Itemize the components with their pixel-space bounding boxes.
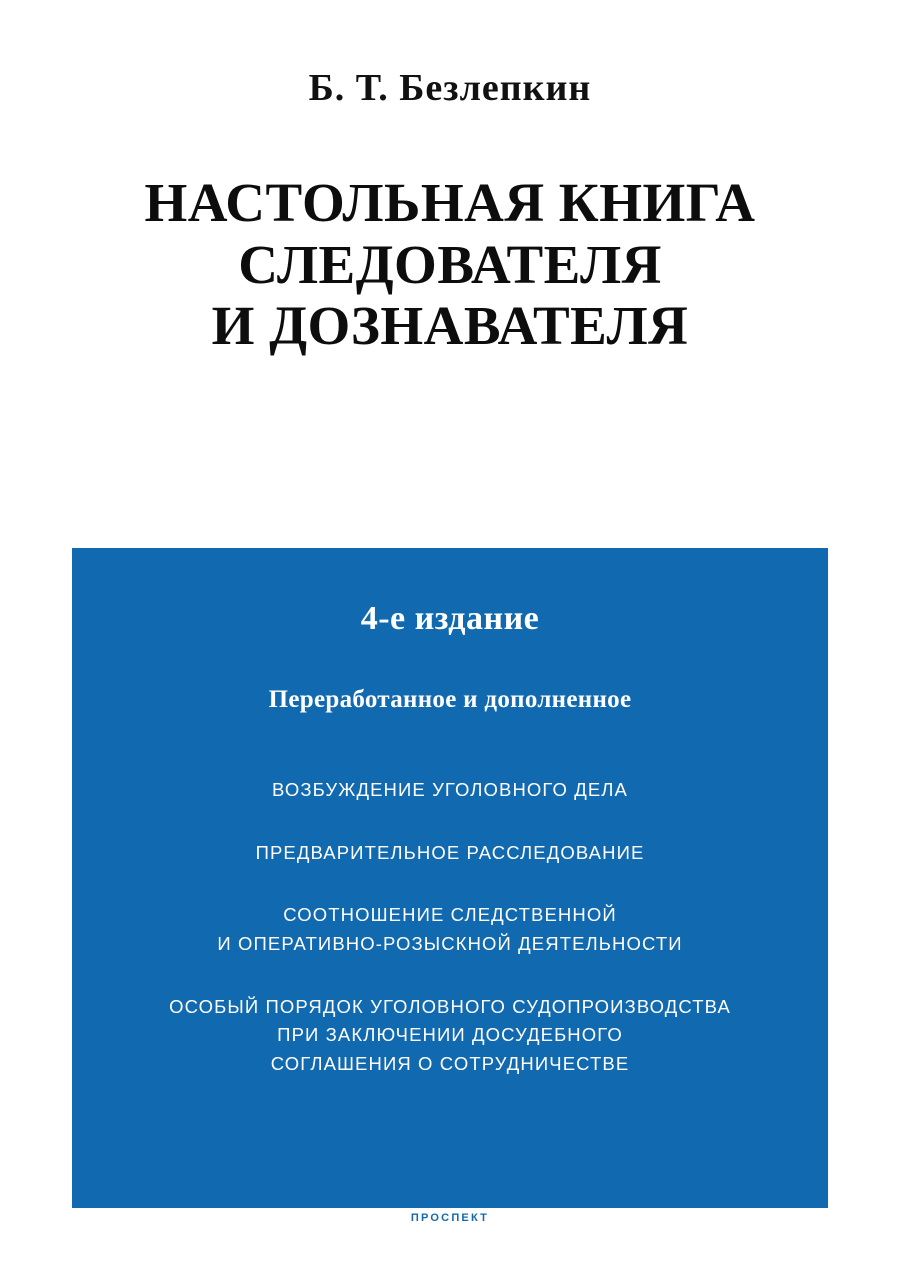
edition-subtitle: Переработанное и дополненное (268, 686, 632, 713)
book-cover (0, 66, 900, 1266)
edition-panel (72, 548, 828, 1208)
topic-item (72, 901, 828, 958)
topics-list (72, 776, 828, 1079)
title-line-1: НАСТОЛЬНАЯ КНИГА (144, 172, 756, 233)
topic-line: ПРЕДВАРИТЕЛЬНОЕ РАССЛЕДОВАНИЕ (255, 841, 645, 863)
edition-label: 4-е издание (360, 600, 540, 637)
topic-item (72, 839, 828, 868)
prospekt-arch-logo-icon (418, 1133, 482, 1197)
topic-item (72, 776, 828, 805)
topic-item (72, 993, 828, 1079)
topic-line: И ОПЕРАТИВНО-РОЗЫСКНОЙ ДЕЯТЕЛЬНОСТИ (217, 933, 683, 955)
title-line-3: И ДОЗНАВАТЕЛЯ (211, 295, 689, 357)
publisher-block (0, 1133, 900, 1224)
topic-line: СООТНОШЕНИЕ СЛЕДСТВЕННОЙ (283, 904, 617, 926)
publisher-name: ПРОСПЕКТ (410, 1212, 490, 1224)
title-line-2: СЛЕДОВАТЕЛЯ (238, 233, 662, 295)
topic-line: СОГЛАШЕНИЯ О СОТРУДНИЧЕСТВЕ (270, 1053, 630, 1075)
topic-line: ВОЗБУЖДЕНИЕ УГОЛОВНОГО ДЕЛА (272, 779, 628, 800)
topic-line: ОСОБЫЙ ПОРЯДОК УГОЛОВНОГО СУДОПРОИЗВОДСТВА (169, 995, 731, 1017)
author-name: Б. Т. Безлепкин (308, 67, 592, 109)
book-title (0, 172, 900, 357)
topic-line: ПРИ ЗАКЛЮЧЕНИИ ДОСУДЕБНОГО (277, 1024, 623, 1046)
